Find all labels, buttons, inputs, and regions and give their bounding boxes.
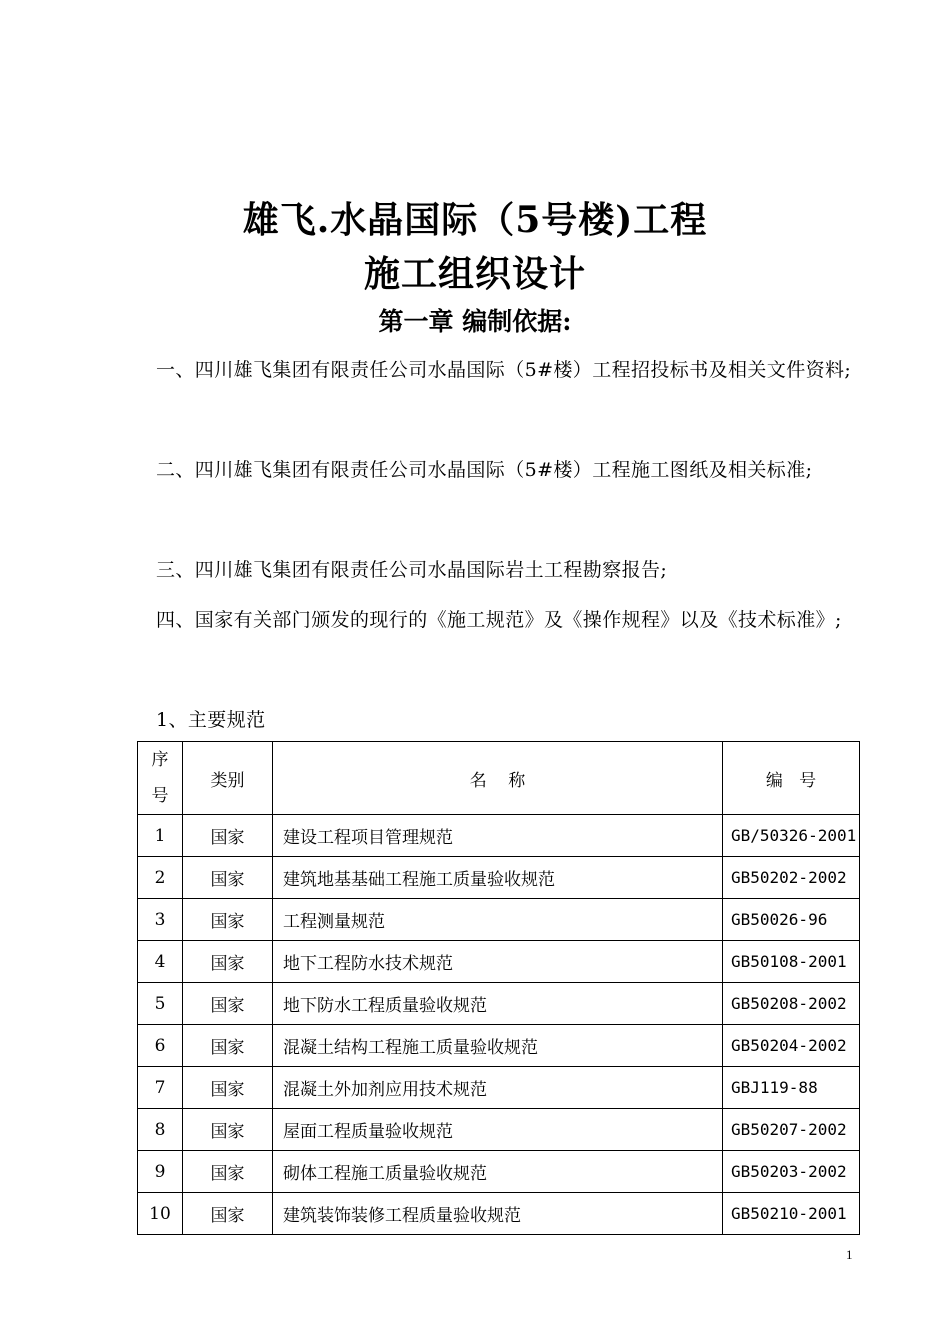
row-category: 国家 bbox=[183, 1193, 273, 1235]
row-number: 7 bbox=[138, 1067, 183, 1109]
row-name: 地下工程防水技术规范 bbox=[273, 941, 723, 983]
norms-table-body bbox=[138, 742, 860, 1235]
paragraph-4: 四、国家有关部门颁发的现行的《施工规范》及《操作规程》以及《技术标准》; bbox=[156, 609, 842, 631]
table-row bbox=[138, 1151, 860, 1193]
header-code-label: 编 号 bbox=[765, 770, 817, 791]
row-code: GB50210-2001 bbox=[723, 1193, 860, 1235]
row-number: 3 bbox=[138, 899, 183, 941]
header-serial-number bbox=[138, 742, 183, 815]
page-number: 1 bbox=[846, 1247, 853, 1262]
row-category: 国家 bbox=[183, 1109, 273, 1151]
row-number: 1 bbox=[138, 815, 183, 857]
table-row bbox=[138, 1109, 860, 1151]
row-code: GB50204-2002 bbox=[723, 1025, 860, 1067]
chapter-heading: 第一章 编制依据: bbox=[378, 307, 572, 336]
row-name: 工程测量规范 bbox=[273, 899, 723, 941]
norms-table bbox=[137, 741, 860, 1235]
row-code: GB50203-2002 bbox=[723, 1151, 860, 1193]
row-category: 国家 bbox=[183, 815, 273, 857]
row-number: 8 bbox=[138, 1109, 183, 1151]
paragraph-3: 三、四川雄飞集团有限责任公司水晶国际岩土工程勘察报告; bbox=[156, 559, 668, 581]
row-name: 地下防水工程质量验收规范 bbox=[273, 983, 723, 1025]
table-row bbox=[138, 1193, 860, 1235]
table-row bbox=[138, 1067, 860, 1109]
row-category: 国家 bbox=[183, 1067, 273, 1109]
row-number: 4 bbox=[138, 941, 183, 983]
row-category: 国家 bbox=[183, 941, 273, 983]
row-name: 混凝土外加剂应用技术规范 bbox=[273, 1067, 723, 1109]
table-row bbox=[138, 857, 860, 899]
row-code: GB50202-2002 bbox=[723, 857, 860, 899]
row-category: 国家 bbox=[183, 1151, 273, 1193]
header-category: 类别 bbox=[183, 742, 273, 815]
row-code: GB50207-2002 bbox=[723, 1109, 860, 1151]
row-category: 国家 bbox=[183, 899, 273, 941]
table-row bbox=[138, 983, 860, 1025]
table-row bbox=[138, 941, 860, 983]
paragraph-2: 二、四川雄飞集团有限责任公司水晶国际（5#楼）工程施工图纸及相关标准; bbox=[156, 459, 813, 481]
row-code: GB50108-2001 bbox=[723, 941, 860, 983]
table-row bbox=[138, 815, 860, 857]
header-code bbox=[723, 742, 860, 815]
row-code: GBJ119-88 bbox=[723, 1067, 860, 1109]
row-code: GB/50326-2001 bbox=[723, 815, 860, 857]
header-name bbox=[273, 742, 723, 815]
header-serial-line2: 号 bbox=[151, 786, 169, 806]
row-category: 国家 bbox=[183, 1025, 273, 1067]
row-number: 6 bbox=[138, 1025, 183, 1067]
row-code: GB50026-96 bbox=[723, 899, 860, 941]
document-title-line2: 施工组织设计 bbox=[363, 253, 586, 295]
table-row bbox=[138, 1025, 860, 1067]
table-header-row bbox=[138, 742, 860, 815]
row-name: 混凝土结构工程施工质量验收规范 bbox=[273, 1025, 723, 1067]
row-category: 国家 bbox=[183, 983, 273, 1025]
row-code: GB50208-2002 bbox=[723, 983, 860, 1025]
row-number: 5 bbox=[138, 983, 183, 1025]
section-label-main-norms: 1、主要规范 bbox=[156, 709, 266, 731]
row-name: 屋面工程质量验收规范 bbox=[273, 1109, 723, 1151]
row-number: 9 bbox=[138, 1151, 183, 1193]
row-name: 砌体工程施工质量验收规范 bbox=[273, 1151, 723, 1193]
row-name: 建筑装饰装修工程质量验收规范 bbox=[273, 1193, 723, 1235]
table-row bbox=[138, 899, 860, 941]
row-category: 国家 bbox=[183, 857, 273, 899]
row-name: 建设工程项目管理规范 bbox=[273, 815, 723, 857]
document-title-line1: 雄飞.水晶国际（5号楼)工程 bbox=[242, 199, 708, 241]
header-serial-line1: 序 bbox=[151, 750, 169, 770]
row-number: 2 bbox=[138, 857, 183, 899]
paragraph-1: 一、四川雄飞集团有限责任公司水晶国际（5#楼）工程招投标书及相关文件资料; bbox=[156, 359, 852, 381]
header-name-label: 名 称 bbox=[469, 770, 526, 791]
row-number: 10 bbox=[138, 1193, 183, 1235]
row-name: 建筑地基基础工程施工质量验收规范 bbox=[273, 857, 723, 899]
